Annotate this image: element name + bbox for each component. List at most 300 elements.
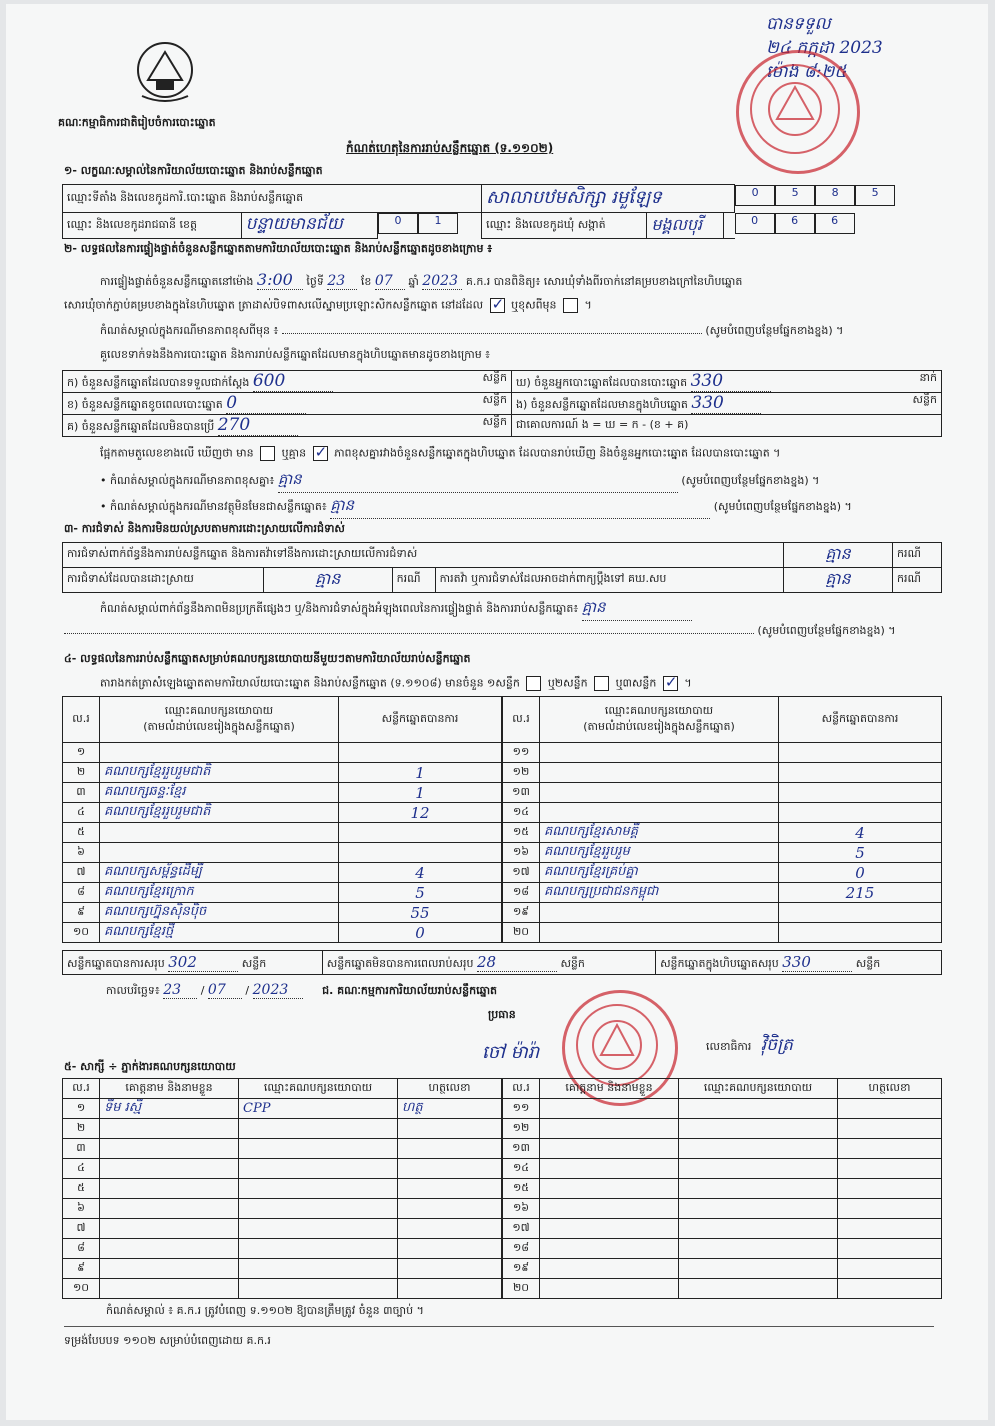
note-diff-label: • កំណត់សម្គាល់ក្នុងករណីមានភាពខុសគ្នា៖ — [100, 474, 275, 487]
witness-signature — [398, 1259, 502, 1279]
resolved-value: គ្មាន — [263, 568, 392, 593]
appeal-value: គ្មាន — [784, 568, 893, 593]
province-label: ឈ្មោះ និងលេខកូដរាជធានី ខេត្ត — [63, 213, 242, 239]
witness-signature — [838, 1279, 942, 1299]
table-row — [63, 1259, 502, 1279]
three-sheets-label: ឬ៣សន្លឹក — [615, 676, 657, 690]
party-name: គណបក្សខ្មែររួបរួមជាតិ — [100, 763, 339, 783]
table-row — [503, 1139, 942, 1159]
witness-name — [540, 1159, 679, 1179]
witness-party — [239, 1199, 398, 1219]
row-number: ២០ — [503, 1279, 540, 1299]
col-votes-header: សន្លឹកឆ្នោតបានការ — [779, 697, 942, 743]
difference-line — [100, 446, 780, 463]
objection-row1-value: គ្មាន — [784, 543, 893, 568]
row-number: ១៤ — [503, 803, 540, 823]
totals-row — [62, 950, 942, 975]
witness-name — [540, 1179, 679, 1199]
table-row — [63, 1219, 502, 1239]
party-votes — [779, 763, 942, 783]
table-row — [63, 863, 502, 883]
verification-line — [100, 270, 742, 291]
irregularity-line — [100, 598, 692, 621]
witness-party — [679, 1179, 838, 1199]
chair-signature: ចៅ ម៉ារ៉ា — [482, 1042, 540, 1063]
figure-d-label: ឃ) ចំនួនអ្នកបោះឆ្នោតដែលបានបោះឆ្នោត — [516, 376, 688, 389]
witness-name — [540, 1119, 679, 1139]
party-name: គណបក្សខ្មែររួបរួមជាតិ — [100, 803, 339, 823]
case-label: ករណី — [893, 568, 942, 593]
witness-signature — [398, 1219, 502, 1239]
stamp-emblem-icon — [739, 53, 857, 171]
date-line: កាលបរិច្ឆេទ៖ 23 / 07 / 2023 ជ. គណៈកម្មការការិយាល័យរាប់សន្លឹកឆ្នោត — [106, 982, 498, 998]
party-votes: 4 — [779, 823, 942, 843]
witness-signature — [398, 1159, 502, 1179]
results-table-left — [62, 696, 502, 943]
total-box-value: 330 — [782, 953, 852, 972]
has-difference-checkbox[interactable] — [260, 446, 275, 461]
col-name-header: គោត្តនាម និងនាមខ្លួន — [540, 1079, 679, 1099]
three-sheets-checkbox[interactable] — [663, 676, 678, 691]
figure-a-value: 600 — [253, 371, 333, 392]
party-votes: 12 — [339, 803, 502, 823]
table-row — [503, 783, 942, 803]
witness-party — [239, 1279, 398, 1299]
commune-code-digit: 6 — [815, 213, 855, 234]
station-name-value: សាលាបឋមសិក្សា រមួឡែទ — [482, 185, 735, 213]
total-box-unit: សន្លឹក — [855, 956, 881, 970]
party-votes: 215 — [779, 883, 942, 903]
table-row — [503, 743, 942, 763]
party-votes — [339, 823, 502, 843]
table-row — [63, 743, 502, 763]
row-number: ២ — [63, 763, 100, 783]
secretary-signature: វ៉ិចិត្រ — [760, 1035, 793, 1055]
row-number: ៦ — [63, 843, 100, 863]
secretary-label: លេខាធិការ — [706, 1040, 752, 1053]
note-diff-line — [100, 470, 819, 493]
fill-note: (សូមបំពេញបន្ថែមផ្នែកខាងខ្នង) ។ — [705, 324, 844, 337]
party-name: គណបក្សខ្មែរសាមគ្គី — [540, 823, 779, 843]
witness-name — [100, 1159, 239, 1179]
col-party-header: ឈ្មោះគណបក្សនយោបាយ — [679, 1079, 838, 1099]
section2-title: ២- លទ្ធផលនៃការផ្ទៀងផ្ទាត់ចំនួនសន្លឹកឆ្នោតតាមការិយាល័យបោះឆ្នោត និងរាប់សន្លឹកឆ្នោតដូចខាងក្រោម ៖ — [64, 242, 493, 255]
changed-checkbox[interactable] — [563, 298, 578, 313]
party-votes: 1 — [339, 763, 502, 783]
verification-text: ការផ្ទៀងផ្ទាត់ចំនួនសន្លឹកឆ្នោតនៅម៉ោង — [100, 275, 254, 288]
party-name — [540, 803, 779, 823]
form-title: កំណត់ហេតុនៃការរាប់សន្លឹកឆ្នោត (ទ.១១០២) — [346, 141, 554, 155]
table-row — [503, 843, 942, 863]
witness-party — [239, 1179, 398, 1199]
table-row — [63, 1159, 502, 1179]
col-party-header: ឈ្មោះគណបក្សនយោបាយ — [604, 703, 714, 717]
figures-table — [62, 370, 942, 437]
row-number: ១៧ — [503, 863, 540, 883]
no-difference-checkbox[interactable] — [313, 446, 328, 461]
row-number: ៤ — [63, 803, 100, 823]
party-name: គណបក្សខ្មែរថ្មី — [100, 923, 339, 943]
table-row — [63, 803, 502, 823]
witness-name — [100, 1279, 239, 1299]
one-sheet-checkbox[interactable] — [526, 676, 541, 691]
witness-party — [239, 1139, 398, 1159]
witness-party — [679, 1239, 838, 1259]
col-sign-header: ហត្ថលេខា — [838, 1079, 942, 1099]
row-number: ១ — [63, 1099, 100, 1119]
row-number: ២ — [63, 1119, 100, 1139]
commune-name-value: មង្គលបុរី — [647, 213, 724, 239]
figure-c-value: 270 — [218, 415, 298, 436]
witness-name — [100, 1179, 239, 1199]
table-row — [503, 1199, 942, 1219]
tally-intro: តារាងកត់ត្រាសំឡេងឆ្នោតតាមការិយាល័យបោះឆ្នោត និងរាប់សន្លឹកឆ្នោត (ទ.១១០៨) មានចំនួន ១សន្លឹក — [100, 676, 520, 690]
formula: ជាគោលការណ៍ ង = ឃ = ក - (ខ + គ) — [512, 415, 942, 437]
commune-code-digit: 6 — [775, 213, 815, 234]
chair-role: ប្រធាន — [488, 1008, 516, 1021]
tally-sheet-line: តារាងកត់ត្រាសំឡេងឆ្នោតតាមការិយាល័យបោះឆ្នោត និងរាប់សន្លឹកឆ្នោត (ទ.១១០៨) មានចំនួន ១សន្លឹក ឬ២សន្លឹក ឬ៣សន្លឹក ✓ ។ — [100, 676, 692, 693]
party-votes — [779, 743, 942, 763]
table-row — [503, 903, 942, 923]
note-extra-label: • កំណត់សម្គាល់ក្នុងករណីមានវត្ថុមិនមែនជាសន្លឹកឆ្នោត៖ — [100, 500, 327, 513]
form-footer: ទម្រង់បែបបទ ១១០២ សម្រាប់បំពេញដោយ គ.ក.រ — [64, 1334, 271, 1347]
province-name-value: បន្ទាយមានជ័យ — [241, 213, 377, 239]
results-table-right — [502, 696, 942, 943]
col-party-subheader: (តាមលំដាប់លេខរៀងក្នុងសន្លឹកឆ្នោត) — [583, 719, 735, 733]
province-code-digit: 0 — [378, 213, 418, 234]
party-votes: 55 — [339, 903, 502, 923]
station-code-digit: 5 — [855, 185, 895, 206]
year-label: ឆ្នាំ — [408, 275, 419, 288]
fill-note: (សូមបំពេញបន្ថែមផ្នែកខាងខ្នង) ។ — [713, 500, 852, 513]
table-row — [503, 923, 942, 943]
row-number: ១៦ — [503, 1199, 540, 1219]
table-row — [503, 1259, 942, 1279]
witness-party — [239, 1159, 398, 1179]
unchanged-checkbox[interactable] — [490, 298, 505, 313]
table-row — [63, 883, 502, 903]
nec-logo-icon — [134, 40, 196, 106]
figure-d-unit: នាក់ — [919, 371, 937, 384]
chair-committee-title: ជ. គណៈកម្មការការិយាល័យរាប់សន្លឹកឆ្នោត — [322, 984, 498, 997]
col-party-header: ឈ្មោះគណបក្សនយោបាយ — [164, 703, 274, 717]
row-number: ១៩ — [503, 903, 540, 923]
party-name: គណបក្សខ្មែរក្រោក — [100, 883, 339, 903]
witness-party — [679, 1139, 838, 1159]
party-votes: 5 — [339, 883, 502, 903]
note-extra-line — [100, 496, 852, 519]
witness-signature — [398, 1279, 502, 1299]
day-label: ថ្ងៃទី — [306, 275, 324, 288]
witness-signature — [838, 1199, 942, 1219]
col-no-header: ល.រ — [503, 1079, 540, 1099]
row-number: ១១ — [503, 1099, 540, 1119]
row-number: ១ — [63, 743, 100, 763]
table-row — [503, 1279, 942, 1299]
witness-party — [679, 1259, 838, 1279]
witness-party — [239, 1259, 398, 1279]
witness-party — [679, 1279, 838, 1299]
witness-party — [239, 1239, 398, 1259]
figure-b-label: ខ) ចំនួនសន្លឹកឆ្នោតខូចពេលបោះឆ្នោត — [67, 398, 223, 411]
total-valid-value: 302 — [168, 953, 238, 972]
witness-name — [100, 1259, 239, 1279]
witness-table-left — [62, 1078, 502, 1299]
table-row — [503, 883, 942, 903]
table-row — [503, 1219, 942, 1239]
row-number: ១២ — [503, 763, 540, 783]
two-sheets-label: ឬ២សន្លឹក — [547, 676, 588, 690]
witness-name — [100, 1219, 239, 1239]
witness-signature — [838, 1219, 942, 1239]
party-name: គណបក្សឆន្ទៈខ្មែរ — [100, 783, 339, 803]
fill-note: (សូមបំពេញបន្ថែមផ្នែកខាងខ្នង) ។ — [757, 624, 896, 637]
row-number: ៩ — [63, 903, 100, 923]
col-party-subheader: (តាមលំដាប់លេខរៀងក្នុងសន្លឹកឆ្នោត) — [143, 719, 295, 733]
station-name-label: ឈ្មោះទីតាំង និងលេខកូដការិ.បោះឆ្នោត និងរាប់សន្លឹកឆ្នោត — [63, 185, 482, 213]
receipt-line2: ២៤ កក្កដា 2023 — [766, 38, 883, 58]
case-label: ករណី — [392, 568, 435, 593]
verification-month: 07 — [375, 273, 405, 290]
row-number: ១៨ — [503, 883, 540, 903]
table-row — [63, 1279, 502, 1299]
witness-footnote: កំណត់សម្គាល់ ៖ គ.ក.រ ត្រូវបំពេញ ទ.១១០២ ឱ្យបានត្រឹមត្រូវ ចំនួន ៣ច្បាប់ ។ — [106, 1304, 424, 1317]
table-row — [63, 783, 502, 803]
row-number: ៣ — [63, 1139, 100, 1159]
section4-title: ៤- លទ្ធផលនៃការរាប់សន្លឹកឆ្នោតសម្រាប់គណបក្សនយោបាយនីមួយៗតាមការិយាល័យរាប់សន្លឹកឆ្នោត — [64, 652, 471, 665]
witness-name — [540, 1219, 679, 1239]
witness-signature — [398, 1179, 502, 1199]
figure-a-label: ក) ចំនួនសន្លឹកឆ្នោតដែលបានទទួលជាក់ស្តែង — [67, 376, 250, 389]
province-code-digit: 1 — [418, 213, 458, 234]
witness-signature: ហត្ថ — [398, 1099, 502, 1119]
date-label: កាលបរិច្ឆេទ៖ — [106, 984, 160, 997]
committee-name: គណៈកម្មាធិការជាតិរៀបចំការបោះឆ្នោត — [58, 116, 216, 129]
figure-e-unit: សន្លឹក — [912, 393, 937, 406]
station-code-digit: 5 — [775, 185, 815, 206]
table-row — [503, 1239, 942, 1259]
party-name — [540, 923, 779, 943]
row-number: ១២ — [503, 1119, 540, 1139]
note-diff-value: គ្មាន — [278, 470, 678, 493]
objection-table — [62, 542, 942, 593]
figures-intro: គួលេខទាក់ទងនឹងការបោះឆ្នោត និងការរាប់សន្លឹកឆ្នោតដែលមានក្នុងហិបឆ្នោតមានដូចខាងក្រោម ៖ — [100, 348, 491, 361]
witness-party — [679, 1119, 838, 1139]
figure-b-value: 0 — [226, 393, 306, 414]
table-row — [503, 1099, 942, 1119]
party-name — [540, 763, 779, 783]
party-name — [540, 743, 779, 763]
verification-text-b: គ.ក.រ បានពិនិត្យ៖ សោរឃុំទាំងពីរចាក់នៅគម្របខាងក្រៅនៃហិបឆ្នោត — [465, 275, 743, 288]
verification-day: 23 — [327, 273, 357, 290]
changed-label: ឬខុសពីមុន — [511, 298, 557, 312]
row-number: ១៣ — [503, 783, 540, 803]
witness-signature — [838, 1119, 942, 1139]
row-number: ១៩ — [503, 1259, 540, 1279]
row-number: ៤ — [63, 1159, 100, 1179]
row-number: ២០ — [503, 923, 540, 943]
total-valid-unit: សន្លឹក — [241, 956, 267, 970]
commune-code-digit: 0 — [735, 213, 775, 234]
col-no-header: ល.រ — [63, 697, 100, 743]
witness-signature — [838, 1239, 942, 1259]
table-row — [63, 763, 502, 783]
party-name — [100, 743, 339, 763]
row-number: ១៣ — [503, 1139, 540, 1159]
case-label: ករណី — [893, 543, 942, 568]
row-number: ៨ — [63, 1239, 100, 1259]
station-code-digit: 0 — [735, 185, 775, 206]
commune-label: ឈ្មោះ និងលេខកូដឃុំ សង្កាត់ — [482, 213, 647, 239]
date-year: 2023 — [253, 982, 303, 999]
row-number: ៧ — [63, 1219, 100, 1239]
figure-d-value: 330 — [691, 371, 771, 392]
party-name: គណបក្សខ្មែរគ្រប់គ្នា — [540, 863, 779, 883]
difference-text-a: ផ្អែកតាមតួលេខខាងលើ ឃើញថា មាន — [100, 446, 254, 460]
table-row — [63, 1099, 502, 1119]
objection-row1-label: ការជំទាស់ពាក់ព័ន្ធនឹងការរាប់សន្លឹកឆ្នោត និងការតវ៉ាទៅនឹងការដោះស្រាយលើការជំទាស់ — [63, 543, 784, 568]
resolved-label: ការជំទាស់ដែលបានដោះស្រាយ — [63, 568, 264, 593]
irregularity-value: គ្មាន — [582, 598, 692, 621]
row-number: ៨ — [63, 883, 100, 903]
table-row — [503, 1179, 942, 1199]
party-name — [100, 823, 339, 843]
witness-name — [540, 1279, 679, 1299]
party-votes — [779, 903, 942, 923]
total-invalid-value: 28 — [477, 953, 557, 972]
witness-name — [100, 1239, 239, 1259]
section3-title: ៣- ការជំទាស់ និងការមិនយល់ស្របតាមការដោះស្រាយលើការជំទាស់ — [64, 522, 345, 535]
total-valid-label: សន្លឹកឆ្នោតបានការសរុប — [67, 956, 165, 970]
witness-signature — [838, 1259, 942, 1279]
party-votes: 0 — [779, 863, 942, 883]
figure-a-unit: សន្លឹក — [482, 371, 507, 384]
table-row — [503, 763, 942, 783]
verification-time: 3:00 — [257, 270, 303, 290]
witness-signature — [838, 1139, 942, 1159]
figure-c-label: គ) ចំនួនសន្លឹកឆ្នោតដែលមិនបានប្រើ — [67, 420, 215, 433]
row-number: ៣ — [63, 783, 100, 803]
witness-table-right — [502, 1078, 942, 1299]
witness-name — [540, 1139, 679, 1159]
witness-party — [679, 1199, 838, 1219]
row-number: ១៥ — [503, 1179, 540, 1199]
two-sheets-checkbox[interactable] — [594, 676, 609, 691]
row-number: ១៤ — [503, 1159, 540, 1179]
total-box-label: សន្លឹកឆ្នោតក្នុងហិបឆ្នោតសរុប — [660, 956, 779, 970]
station-id-table — [62, 184, 942, 239]
party-votes: 1 — [339, 783, 502, 803]
witness-party — [239, 1219, 398, 1239]
figure-b-unit: សន្លឹក — [482, 393, 507, 406]
receipt-line1: បានទទួល — [766, 14, 831, 34]
witness-name — [540, 1239, 679, 1259]
fill-note: (សូមបំពេញបន្ថែមផ្នែកខាងខ្នង) ។ — [681, 474, 820, 487]
section5-title: ៥- សាក្សី ÷ ភ្នាក់ងារគណបក្សនយោបាយ — [64, 1060, 236, 1073]
row-number: ៥ — [63, 1179, 100, 1199]
table-row — [503, 1119, 942, 1139]
table-row — [503, 803, 942, 823]
ballot-count-form — [6, 4, 988, 1420]
difference-text-c: ភាពខុសគ្នារវាងចំនួនសន្លឹកឆ្នោតក្នុងហិបឆ្នោត ដែលបានរាប់ឃើញ និងចំនួនអ្នកបោះឆ្នោត ដែលបានបោះឆ្នោត ។ — [334, 446, 781, 460]
party-name: គណបក្សសម្ព័ន្ធដើម្បី — [100, 863, 339, 883]
table-row — [63, 1119, 502, 1139]
party-votes: 4 — [339, 863, 502, 883]
row-number: ១៦ — [503, 843, 540, 863]
party-votes — [779, 923, 942, 943]
date-month: 07 — [208, 982, 242, 999]
diff-note-line — [100, 324, 843, 340]
party-name — [540, 903, 779, 923]
row-number: ៩ — [63, 1259, 100, 1279]
col-votes-header: សន្លឹកឆ្នោតបានការ — [339, 697, 502, 743]
row-number: ១៥ — [503, 823, 540, 843]
row-number: ១៧ — [503, 1219, 540, 1239]
row-number: ៥ — [63, 823, 100, 843]
party-votes — [339, 843, 502, 863]
date-day: 23 — [163, 982, 197, 999]
witness-name — [540, 1099, 679, 1119]
secretary-line — [706, 1034, 793, 1059]
witness-name — [100, 1199, 239, 1219]
table-row — [63, 1239, 502, 1259]
party-name: គណបក្សហ្វ៊ុនស៊ិនប៉ិច — [100, 903, 339, 923]
diff-note-label: កំណត់សម្គាល់ក្នុងករណីមានភាពខុសពីមុន ៖ — [100, 324, 279, 337]
verification-year: 2023 — [422, 273, 462, 290]
table-row — [63, 843, 502, 863]
station-code-digit: 8 — [815, 185, 855, 206]
row-number: ៧ — [63, 863, 100, 883]
table-row — [63, 823, 502, 843]
row-number: ១០ — [63, 923, 100, 943]
note-extra-value: គ្មាន — [330, 496, 710, 519]
month-label: ខែ — [360, 275, 372, 288]
table-row — [63, 923, 502, 943]
witness-name — [100, 1119, 239, 1139]
col-no-header: ល.រ — [63, 1079, 100, 1099]
witness-signature — [838, 1099, 942, 1119]
seal-check-text: សោរឃុំចាក់ភ្ជាប់គម្របខាងក្នុងនៃហិបឆ្នោត ត្រាដាស់បិទពាសលើស្នាមប្រឡោះសិកសន្លឹកឆ្នោត នៅដដែល — [64, 298, 484, 312]
party-votes: 0 — [339, 923, 502, 943]
col-no-header: ល.រ — [503, 697, 540, 743]
row-number: ៦ — [63, 1199, 100, 1219]
col-sign-header: ហត្ថលេខា — [398, 1079, 502, 1099]
table-row — [63, 903, 502, 923]
total-invalid-label: សន្លឹកឆ្នោតមិនបានការពេលរាប់សរុប — [326, 956, 474, 970]
witness-signature — [398, 1239, 502, 1259]
witness-signature — [398, 1199, 502, 1219]
party-votes — [779, 803, 942, 823]
seal-check-line: សោរឃុំចាក់ភ្ជាប់គម្របខាងក្នុងនៃហិបឆ្នោត ត្រាដាស់បិទពាសលើស្នាមប្រឡោះសិកសន្លឹកឆ្នោត នៅដដែល ✓ ឬខុសពីមុន ។ — [64, 298, 592, 315]
witness-party — [679, 1099, 838, 1119]
witness-name — [540, 1259, 679, 1279]
party-name — [100, 843, 339, 863]
total-invalid-unit: សន្លឹក — [560, 956, 585, 970]
receipt-line3: ម៉ោង ៨:២៥ — [766, 62, 847, 82]
witness-party — [239, 1119, 398, 1139]
figure-e-value: 330 — [691, 393, 761, 414]
irregularity-line2 — [64, 624, 896, 640]
table-row — [63, 1199, 502, 1219]
section1-title: ១- លក្ខណៈសម្គាល់នៃការិយាល័យបោះឆ្នោត និងរាប់សន្លឹកឆ្នោត — [64, 164, 323, 177]
witness-signature — [838, 1159, 942, 1179]
witness-name — [540, 1199, 679, 1219]
party-name: គណបក្សប្រជាជនកម្ពុជា — [540, 883, 779, 903]
row-number: ១១ — [503, 743, 540, 763]
witness-party — [679, 1219, 838, 1239]
party-name — [540, 783, 779, 803]
witness-party: CPP — [239, 1099, 398, 1119]
